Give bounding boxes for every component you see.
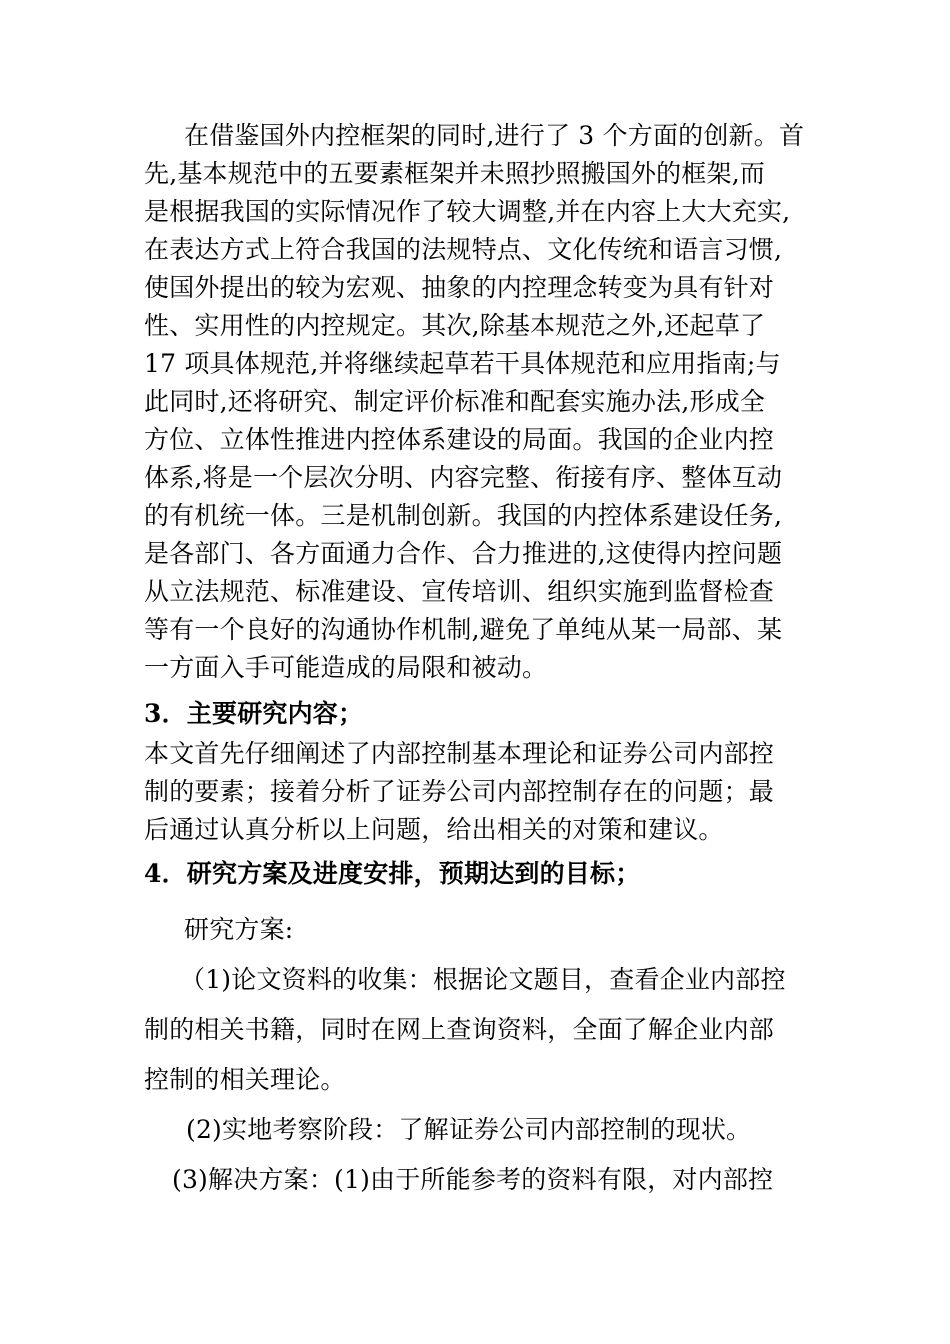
paragraph-1-line-9: 方位、立体性推进内控体系建设的局面。我国的企业内控 xyxy=(144,425,775,454)
paragraph-2-line-1: 本文首先仔细阐述了内部控制基本理论和证券公司内部控 xyxy=(144,739,775,768)
plan-item-1-line-3: 控制的相关理论。 xyxy=(144,1065,346,1094)
paragraph-1-line-15: 一方面入手可能造成的局限和被动。 xyxy=(144,653,548,682)
paragraph-1-line-2: 先,基本规范中的五要素框架并未照抄照搬国外的框架,而 xyxy=(144,159,766,188)
paragraph-1-line-8: 此同时,还将研究、制定评价标准和配套实施办法,形成全 xyxy=(144,387,766,416)
plan-item-1-line-1: （1)论文资料的收集：根据论文题目，查看企业内部控 xyxy=(180,965,786,994)
plan-item-1-line-2: 制的相关书籍，同时在网上查询资料，全面了解企业内部 xyxy=(144,1015,775,1044)
plan-item-3: (3)解决方案：(1)由于所能参考的资料有限，对内部控 xyxy=(172,1165,774,1194)
section-4-heading: 4．研究方案及进度安排，预期达到的目标； xyxy=(144,859,641,888)
paragraph-1-line-1: 在借鉴国外内控框架的同时,进行了 3 个方面的创新。首 xyxy=(184,121,805,150)
paragraph-1-line-13: 从立法规范、标准建设、宣传培训、组织实施到监督检查 xyxy=(144,577,775,606)
paragraph-1-line-7: 17 项具体规范,并将继续起草若干具体规范和应用指南;与 xyxy=(144,349,781,378)
paragraph-1-line-3: 是根据我国的实际情况作了较大调整,并在内容上大大充实, xyxy=(144,197,791,226)
plan-item-2: (2)实地考察阶段：了解证券公司内部控制的现状。 xyxy=(186,1115,752,1144)
paragraph-1-line-6: 性、实用性的内控规定。其次,除基本规范之外,还起草了 xyxy=(144,311,766,340)
paragraph-2-line-2: 制的要素；接着分析了证券公司内部控制存在的问题；最 xyxy=(144,777,775,806)
paragraph-2-line-3: 后通过认真分析以上问题，给出相关的对策和建议。 xyxy=(144,815,724,844)
paragraph-1-line-5: 使国外提出的较为宏观、抽象的内控理念转变为具有针对 xyxy=(144,273,775,302)
paragraph-1-line-10: 体系,将是一个层次分明、内容完整、衔接有序、整体互动 xyxy=(144,463,783,492)
research-plan-label: 研究方案: xyxy=(184,915,294,944)
paragraph-1-line-11: 的有机统一体。三是机制创新。我国的内控体系建设任务, xyxy=(144,501,783,530)
section-3-heading: 3．主要研究内容； xyxy=(144,699,364,728)
paragraph-1-line-14: 等有一个良好的沟通协作机制,避免了单纯从某一局部、某 xyxy=(144,615,783,644)
paragraph-1-line-4: 在表达方式上符合我国的法规特点、文化传统和语言习惯, xyxy=(144,235,783,264)
paragraph-1-line-12: 是各部门、各方面通力合作、合力推进的,这使得内控问题 xyxy=(144,539,783,568)
